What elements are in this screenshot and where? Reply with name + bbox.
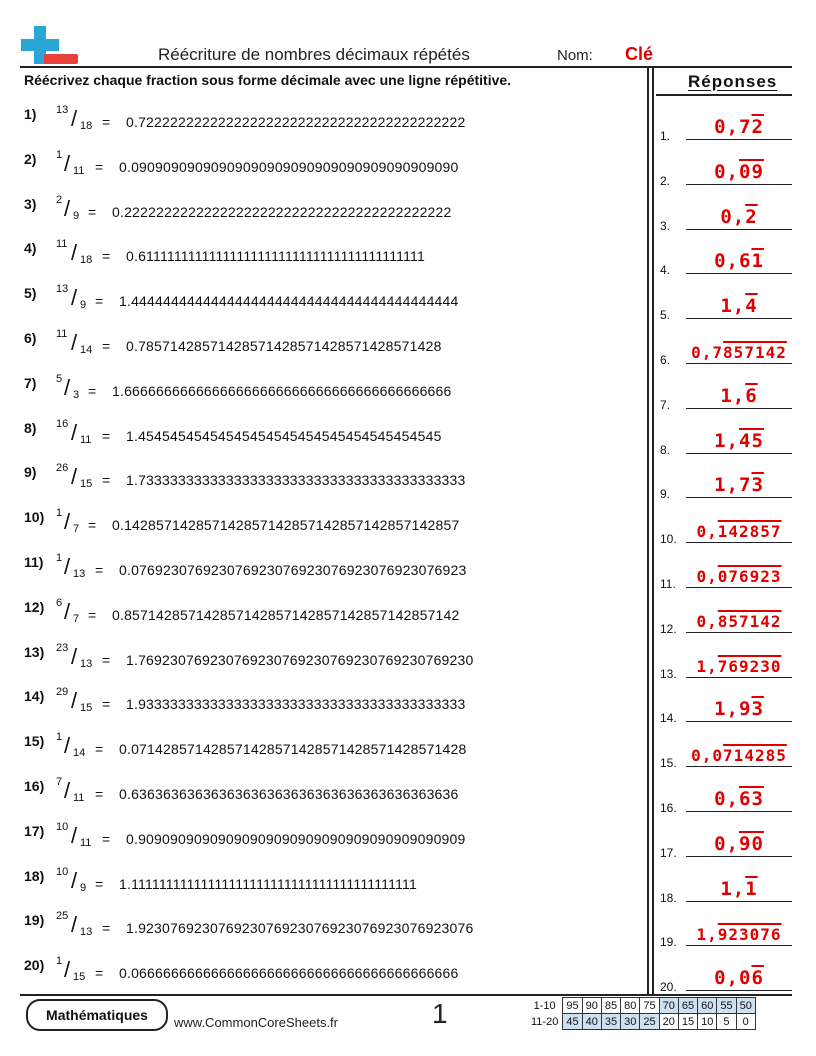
fraction-denominator: 13 bbox=[80, 926, 93, 939]
problem-number: 15) bbox=[24, 733, 45, 750]
instructions: Réécrivez chaque fraction sous forme décimale avec une ligne répétitive. bbox=[24, 72, 512, 88]
fraction bbox=[56, 106, 126, 132]
answer-value bbox=[686, 833, 792, 855]
answer-repeating-digits: 3 bbox=[751, 474, 764, 497]
fraction-denominator: 3 bbox=[73, 388, 80, 401]
fraction-numerator: 1 bbox=[56, 552, 63, 564]
equals-sign: = bbox=[95, 562, 104, 578]
name-label: Nom: bbox=[557, 47, 593, 64]
fraction bbox=[56, 148, 126, 177]
fraction-numerator: 10 bbox=[56, 820, 69, 833]
answer-repeating-digits: 90 bbox=[739, 832, 764, 855]
answer-line bbox=[686, 363, 792, 364]
answer-number: 11. bbox=[660, 577, 676, 591]
fraction-denominator: 7 bbox=[73, 612, 80, 625]
answer-value bbox=[686, 116, 792, 138]
answer-line bbox=[686, 811, 792, 812]
fraction-slash: / bbox=[64, 778, 71, 803]
fraction-denominator: 11 bbox=[73, 792, 85, 804]
answer-nonrepeating: 0, bbox=[714, 832, 739, 855]
answer-value bbox=[686, 925, 792, 944]
answer-item bbox=[660, 827, 792, 860]
problem-number: 19) bbox=[24, 912, 45, 929]
answer-repeating-digits: 1 bbox=[745, 877, 758, 900]
score-row bbox=[528, 998, 755, 1014]
score-cell: 90 bbox=[582, 998, 601, 1014]
answer-number: 5. bbox=[660, 308, 671, 323]
answer-value bbox=[686, 295, 792, 317]
answer-number: 14. bbox=[660, 711, 677, 726]
fraction-denominator: 15 bbox=[80, 702, 93, 715]
answer-repeating-digits: 076923 bbox=[717, 567, 782, 586]
answer-number: 18. bbox=[660, 890, 677, 905]
answer-line bbox=[686, 318, 792, 319]
answer-value bbox=[686, 161, 792, 183]
answer-repeating-digits: 63 bbox=[739, 788, 764, 810]
answer-repeating-digits: 1 bbox=[751, 250, 764, 273]
equals-sign: = bbox=[102, 651, 111, 668]
fraction-slash: / bbox=[64, 598, 71, 624]
fraction-denominator: 14 bbox=[80, 344, 93, 356]
answer-number: 17. bbox=[660, 845, 677, 860]
answer-number: 2. bbox=[660, 173, 671, 188]
fraction-denominator: 18 bbox=[80, 254, 93, 267]
answer-item bbox=[660, 782, 792, 815]
answer-number: 3. bbox=[660, 218, 671, 233]
equals-sign: = bbox=[102, 830, 111, 847]
answer-repeating-digits: 857142 bbox=[723, 343, 787, 362]
answer-nonrepeating: 1, bbox=[720, 295, 746, 318]
answer-number: 13. bbox=[660, 666, 677, 681]
answer-number: 10. bbox=[660, 532, 677, 547]
fraction-denominator: 11 bbox=[73, 164, 85, 177]
answer-value bbox=[686, 206, 792, 228]
fraction-denominator: 18 bbox=[80, 120, 93, 132]
problem-number: 13) bbox=[24, 643, 45, 660]
fraction bbox=[56, 865, 126, 894]
equals-sign: = bbox=[102, 338, 111, 354]
score-cell: 0 bbox=[736, 1014, 755, 1030]
answer-item bbox=[660, 155, 792, 188]
answer-item bbox=[660, 737, 792, 771]
answer-nonrepeating: 0,7 bbox=[714, 116, 752, 138]
answer-line bbox=[686, 632, 792, 633]
fraction-slash: / bbox=[64, 374, 71, 400]
page-title: Réécriture de nombres décimaux répétés bbox=[158, 45, 470, 64]
fraction-numerator: 7 bbox=[56, 776, 63, 788]
fraction-slash: / bbox=[64, 509, 71, 535]
problem-number: 6) bbox=[24, 330, 37, 346]
fraction-denominator: 7 bbox=[73, 523, 80, 536]
decimal-expansion: 1.66666666666666666666666666666666666666666 bbox=[112, 382, 452, 399]
fraction bbox=[56, 554, 126, 580]
equals-sign: = bbox=[102, 472, 111, 489]
answer-repeating-digits: 714285 bbox=[723, 746, 787, 766]
decimal-expansion: 1.11111111111111111111111111111111111111111 bbox=[119, 875, 417, 892]
answer-line bbox=[686, 945, 792, 946]
answer-nonrepeating: 0,6 bbox=[714, 250, 752, 273]
score-cell: 60 bbox=[698, 998, 717, 1014]
answer-value bbox=[686, 385, 792, 407]
answer-value bbox=[686, 612, 792, 631]
answer-line bbox=[686, 497, 792, 498]
fraction-numerator: 16 bbox=[56, 417, 69, 430]
answer-line bbox=[686, 856, 792, 857]
score-cell: 65 bbox=[678, 998, 697, 1014]
equals-sign: = bbox=[95, 965, 104, 982]
page-number: 1 bbox=[432, 998, 448, 1029]
problem-number: 16) bbox=[24, 778, 45, 794]
problem-number: 14) bbox=[24, 688, 45, 705]
fraction bbox=[56, 957, 126, 983]
answer-repeating-digits: 769230 bbox=[717, 656, 782, 676]
fraction-numerator: 1 bbox=[56, 955, 63, 968]
fraction-numerator: 6 bbox=[56, 596, 63, 609]
answer-value bbox=[686, 698, 792, 720]
fraction-slash: / bbox=[71, 867, 78, 893]
answer-item bbox=[660, 648, 792, 681]
subject-badge: Mathématiques bbox=[26, 999, 168, 1031]
decimal-expansion: 0.071428571428571428571428571428571428571428 bbox=[119, 741, 467, 758]
answer-value bbox=[686, 522, 792, 541]
fraction bbox=[56, 240, 126, 266]
score-cell: 95 bbox=[563, 998, 582, 1014]
fraction bbox=[56, 820, 126, 849]
problem-number: 5) bbox=[24, 285, 37, 302]
answer-item bbox=[660, 200, 792, 233]
answer-nonrepeating: 1, bbox=[714, 429, 739, 452]
answer-item bbox=[660, 872, 792, 905]
decimal-expansion: 0.076923076923076923076923076923076923076923 bbox=[119, 562, 467, 578]
fraction-slash: / bbox=[71, 912, 78, 938]
fraction-numerator: 2 bbox=[56, 193, 63, 206]
decimal-expansion: 0.78571428571428571428571428571428571428 bbox=[126, 338, 442, 354]
answer-number: 20. bbox=[660, 980, 677, 995]
answer-nonrepeating: 1, bbox=[720, 384, 746, 407]
answer-item bbox=[660, 961, 792, 995]
fraction bbox=[56, 464, 126, 490]
answer-nonrepeating: 0,0 bbox=[714, 967, 752, 990]
equals-sign: = bbox=[95, 293, 104, 310]
decimal-expansion: 0.09090909090909090909090909090909090909090 bbox=[119, 158, 459, 175]
fraction-numerator: 11 bbox=[56, 328, 68, 340]
answer-value bbox=[686, 430, 792, 452]
answer-nonrepeating: 1,7 bbox=[714, 474, 752, 497]
answer-line bbox=[686, 990, 792, 991]
answer-item bbox=[660, 603, 792, 636]
equals-sign: = bbox=[102, 920, 111, 937]
fraction-slash: / bbox=[71, 688, 78, 714]
fraction-slash: / bbox=[71, 464, 78, 490]
answer-repeating-digits: 09 bbox=[739, 160, 764, 183]
fraction-denominator: 11 bbox=[80, 836, 92, 849]
score-table bbox=[528, 997, 756, 1030]
fraction-numerator: 13 bbox=[56, 104, 69, 116]
decimal-expansion: 1.44444444444444444444444444444444444444444 bbox=[119, 293, 459, 310]
answer-repeating-digits: 4 bbox=[745, 295, 758, 318]
answer-nonrepeating: 0, bbox=[696, 611, 718, 631]
problem-number: 20) bbox=[24, 957, 45, 974]
score-cell: 40 bbox=[582, 1014, 601, 1030]
answer-repeating-digits: 6 bbox=[745, 384, 758, 407]
answer-number: 7. bbox=[660, 397, 671, 412]
score-row bbox=[528, 1014, 755, 1030]
answer-number: 12. bbox=[660, 621, 677, 636]
answer-nonrepeating: 0, bbox=[714, 160, 739, 183]
equals-sign: = bbox=[102, 696, 111, 713]
answer-nonrepeating: 0,0 bbox=[691, 746, 724, 766]
answer-value bbox=[686, 967, 792, 989]
site-url: www.CommonCoreSheets.fr bbox=[174, 1015, 338, 1030]
decimal-expansion: 0.06666666666666666666666666666666666666666 bbox=[119, 965, 459, 982]
footer-rule bbox=[20, 994, 792, 996]
answer-line bbox=[686, 184, 792, 185]
logo-icon bbox=[20, 24, 80, 68]
answer-repeating-digits: 857142 bbox=[717, 611, 782, 631]
answer-line bbox=[686, 677, 792, 678]
answer-repeating-digits: 923076 bbox=[717, 925, 782, 945]
fraction-slash: / bbox=[71, 285, 78, 311]
answer-line bbox=[686, 273, 792, 274]
fraction-numerator: 1 bbox=[56, 507, 63, 520]
fraction-numerator: 29 bbox=[56, 686, 69, 699]
fraction-denominator: 13 bbox=[80, 657, 93, 670]
answer-value bbox=[686, 788, 792, 810]
fraction-numerator: 25 bbox=[56, 910, 69, 923]
answer-number: 1. bbox=[660, 129, 671, 143]
decimal-expansion: 0.142857142857142857142857142857142857142857 bbox=[112, 517, 460, 534]
fraction-slash: / bbox=[64, 957, 71, 983]
fraction bbox=[56, 912, 126, 938]
fraction-denominator: 11 bbox=[80, 433, 92, 446]
answer-nonrepeating: 0, bbox=[696, 567, 718, 586]
answer-item bbox=[660, 692, 792, 726]
decimal-expansion: 1.73333333333333333333333333333333333333333 bbox=[126, 472, 466, 489]
answer-line bbox=[686, 901, 792, 902]
answer-repeating-digits: 45 bbox=[739, 429, 764, 452]
score-cell: 10 bbox=[698, 1014, 717, 1030]
problem-number: 9) bbox=[24, 464, 37, 481]
score-cell: 5 bbox=[717, 1014, 736, 1030]
answer-repeating-digits: 6 bbox=[751, 967, 764, 990]
score-cell: 75 bbox=[640, 998, 659, 1014]
score-cell: 30 bbox=[621, 1014, 640, 1030]
answer-number: 16. bbox=[660, 801, 677, 815]
fraction-slash: / bbox=[71, 419, 78, 445]
decimal-expansion: 1.769230769230769230769230769230769230769230 bbox=[126, 651, 474, 668]
answer-value bbox=[686, 746, 792, 765]
answer-nonrepeating: 0, bbox=[720, 205, 746, 228]
header-rule bbox=[20, 66, 792, 68]
equals-sign: = bbox=[95, 786, 104, 802]
equals-sign: = bbox=[95, 875, 104, 892]
fraction-slash: / bbox=[64, 150, 71, 176]
problem-number: 7) bbox=[24, 374, 37, 391]
answer-line bbox=[686, 766, 792, 767]
answer-item bbox=[660, 289, 792, 323]
problem-number: 18) bbox=[24, 867, 45, 884]
problem-number: 4) bbox=[24, 240, 37, 257]
problem-number: 8) bbox=[24, 419, 37, 436]
decimal-expansion: 1.45454545454545454545454545454545454545 bbox=[126, 427, 442, 444]
score-range-label: 1-10 bbox=[533, 999, 556, 1012]
score-cell: 50 bbox=[736, 998, 755, 1014]
answer-line bbox=[686, 453, 792, 454]
fraction-denominator: 9 bbox=[80, 299, 87, 312]
answer-repeating-digits: 2 bbox=[745, 205, 758, 228]
equals-sign: = bbox=[102, 427, 111, 444]
answer-value bbox=[686, 474, 792, 496]
fraction-slash: / bbox=[71, 106, 78, 131]
problem-number: 1) bbox=[24, 106, 37, 122]
fraction-numerator: 1 bbox=[56, 731, 63, 744]
fraction-numerator: 10 bbox=[56, 865, 69, 878]
column-divider bbox=[647, 68, 649, 995]
answer-nonrepeating: 0,7 bbox=[691, 343, 724, 362]
answer-value bbox=[686, 567, 792, 586]
score-cell: 35 bbox=[601, 1014, 620, 1030]
fraction bbox=[56, 778, 126, 804]
equals-sign: = bbox=[88, 606, 97, 623]
fraction-numerator: 1 bbox=[56, 148, 63, 161]
fraction bbox=[56, 688, 126, 714]
score-cell: 55 bbox=[717, 998, 736, 1014]
answer-item bbox=[660, 468, 792, 502]
problem-number: 10) bbox=[24, 509, 45, 526]
answer-item bbox=[660, 424, 792, 457]
fraction-numerator: 26 bbox=[56, 462, 69, 475]
answer-value bbox=[686, 343, 792, 362]
answer-nonrepeating: 1, bbox=[720, 877, 746, 900]
fraction-slash: / bbox=[71, 822, 78, 848]
fraction-slash: / bbox=[64, 733, 71, 759]
problem-number: 17) bbox=[24, 822, 45, 839]
equals-sign: = bbox=[95, 158, 104, 175]
answer-line bbox=[686, 542, 792, 543]
answer-number: 19. bbox=[660, 935, 677, 950]
score-cell: 85 bbox=[601, 998, 620, 1014]
answer-item bbox=[660, 334, 792, 367]
fraction-slash: / bbox=[71, 240, 78, 266]
decimal-expansion: 0.857142857142857142857142857142857142857142 bbox=[112, 606, 460, 623]
equals-sign: = bbox=[88, 382, 97, 399]
decimal-expansion: 0.90909090909090909090909090909090909090909 bbox=[126, 830, 466, 847]
answer-value bbox=[686, 657, 792, 676]
score-cell: 25 bbox=[640, 1014, 659, 1030]
decimal-expansion: 1.93333333333333333333333333333333333333333 bbox=[126, 696, 466, 713]
answer-line bbox=[686, 587, 792, 588]
answer-repeating-digits: 2 bbox=[751, 116, 764, 138]
problem-number: 3) bbox=[24, 195, 37, 212]
score-cell: 70 bbox=[659, 998, 678, 1014]
decimal-expansion: 0.72222222222222222222222222222222222222222 bbox=[126, 114, 466, 130]
fraction-numerator: 23 bbox=[56, 641, 69, 654]
problem-number: 12) bbox=[24, 598, 45, 615]
fraction-slash: / bbox=[71, 330, 78, 355]
answer-nonrepeating: 1, bbox=[696, 656, 718, 676]
answer-number: 6. bbox=[660, 353, 671, 367]
equals-sign: = bbox=[88, 203, 97, 220]
equals-sign: = bbox=[88, 517, 97, 534]
fraction-denominator: 15 bbox=[73, 971, 86, 984]
score-cell: 45 bbox=[563, 1014, 582, 1030]
score-cell: 15 bbox=[678, 1014, 697, 1030]
answers-heading: Réponses bbox=[688, 72, 778, 91]
answer-line bbox=[686, 229, 792, 230]
fraction-denominator: 9 bbox=[73, 209, 80, 222]
decimal-expansion: 0.61111111111111111111111111111111111111111 bbox=[126, 248, 425, 265]
fraction-denominator: 14 bbox=[73, 747, 86, 760]
fraction-numerator: 13 bbox=[56, 283, 69, 296]
score-cell: 80 bbox=[621, 998, 640, 1014]
fraction-denominator: 15 bbox=[80, 478, 93, 491]
problem-number: 11) bbox=[24, 554, 44, 570]
fraction-denominator: 9 bbox=[80, 881, 87, 894]
equals-sign: = bbox=[95, 741, 104, 758]
decimal-expansion: 0.63636363636363636363636363636363636363636 bbox=[119, 786, 459, 802]
answer-value bbox=[686, 250, 792, 272]
fraction-slash: / bbox=[64, 195, 71, 221]
answer-nonrepeating: 1,9 bbox=[714, 698, 752, 721]
answer-nonrepeating: 0, bbox=[714, 788, 739, 810]
answer-line bbox=[686, 139, 792, 140]
fraction bbox=[56, 285, 126, 311]
answer-item bbox=[660, 379, 792, 412]
answer-item bbox=[660, 244, 792, 278]
answer-item bbox=[660, 558, 792, 591]
equals-sign: = bbox=[102, 248, 111, 265]
answer-item bbox=[660, 110, 792, 143]
answer-key-label: Clé bbox=[625, 44, 654, 64]
problem-number: 2) bbox=[24, 150, 37, 167]
fraction-numerator: 5 bbox=[56, 372, 63, 385]
fraction-slash: / bbox=[71, 643, 78, 669]
fraction-slash: / bbox=[64, 554, 71, 579]
fraction-denominator: 13 bbox=[73, 568, 86, 580]
answer-repeating-digits: 3 bbox=[751, 698, 764, 721]
fraction bbox=[56, 417, 126, 446]
fraction bbox=[56, 641, 126, 670]
equals-sign: = bbox=[102, 114, 111, 130]
answer-line bbox=[686, 408, 792, 409]
answer-item bbox=[660, 916, 792, 950]
answer-nonrepeating: 0, bbox=[696, 522, 718, 542]
column-divider bbox=[652, 68, 654, 995]
score-range-label: 11-20 bbox=[531, 1015, 559, 1028]
fraction-numerator: 11 bbox=[56, 238, 68, 251]
answer-value bbox=[686, 878, 792, 900]
answer-line bbox=[686, 721, 792, 722]
answer-number: 8. bbox=[660, 442, 671, 457]
answer-repeating-digits: 142857 bbox=[717, 522, 782, 542]
answer-nonrepeating: 1, bbox=[696, 925, 718, 945]
decimal-expansion: 1.923076923076923076923076923076923076923076 bbox=[126, 920, 474, 937]
decimal-expansion: 0.22222222222222222222222222222222222222222 bbox=[112, 203, 452, 220]
answer-number: 15. bbox=[660, 756, 677, 771]
answer-number: 9. bbox=[660, 487, 671, 502]
answers-rule bbox=[656, 94, 792, 96]
fraction bbox=[56, 330, 126, 356]
fraction bbox=[56, 733, 126, 759]
answer-item bbox=[660, 513, 792, 547]
score-cell: 20 bbox=[659, 1014, 678, 1030]
answer-number: 4. bbox=[660, 263, 671, 278]
